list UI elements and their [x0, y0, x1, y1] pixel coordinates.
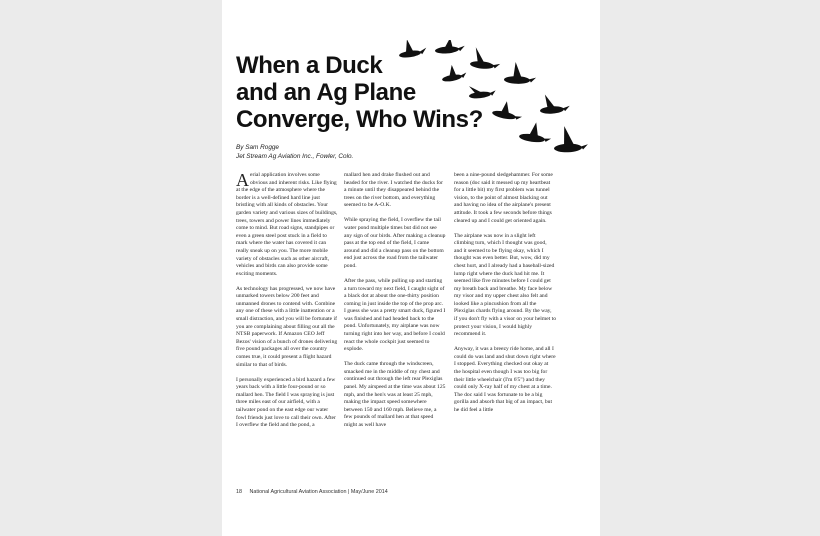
page-number: 18	[236, 489, 242, 495]
paragraph: As technology has progressed, we now have unmarked towers below 200 feet and unmanned drones to contend with. Combine any one of these with a little inattention or a small distraction, and you will be fortunate if you are complaining about filling out all the NTSB paperwork. If Amazon CEO Jeff Bezos' vision of a bunch of drones delivering five pound packages all over the country comes true, it could present a flight hazard similar to that of birds.	[236, 285, 338, 368]
duck-silhouette	[492, 99, 525, 122]
paragraph: After the pass, while pulling up and starting a turn toward my next field, I caught sight of a black dot at about the one-thirty position coming in just inside the top of the prop arc. I guess she was a pretty smart duck, figured I was finished and had headed back to the pond. Unfortunately, my airplane was now turning right into her way, and before I could react the whole cockpit just seemed to explode.	[344, 277, 446, 353]
author-affiliation: Jet Stream Ag Aviation Inc., Fowler, Colo.	[236, 153, 354, 160]
paragraph: Aerial application involves some obvious and inherent risks. Like flying at the edge of the atmosphere where the border is a well-defined hard line just bristling with all kinds of obstacles. Your garden variety and various sizes of buildings, trees, towers and power lines immediately come to mind. But road signs, standpipes or even a green steel post stuck in a field to mark where the water has covered it can really sneak up on you. The more mobile variety of obstacles such as other aircraft, vehicles and birds can also provide some exciting moments.	[236, 170, 338, 277]
duck-silhouette	[440, 63, 467, 83]
page-footer	[236, 489, 388, 495]
duck-silhouette	[504, 62, 537, 85]
magazine-page	[222, 0, 600, 536]
duck-silhouette	[519, 120, 553, 144]
title-line-1: When a Duck	[236, 52, 383, 79]
paragraph: I personally experienced a bird hazard a few years back with a little four-pound or so mallard hen. The field I was spraying is just three miles east of our airfield, with a tailwater pond on the east edge our water fowl friends just love to call their own. After I overflew the field and the pond, a	[236, 376, 336, 429]
duck-silhouette	[470, 47, 502, 71]
paragraph: mallard hen and drake flushed out and headed for the river. I watched the ducks for a minute until they disappeared behind the trees on the river bottom, and everything seemed to be A-O.K.	[344, 172, 443, 209]
duck-silhouette	[434, 40, 465, 54]
duck-silhouette	[397, 40, 427, 59]
paragraph: Anyway, it was a breezy ride home, and all I could do was land and shut down right where I stopped. Everything checked out okay at the hospital even though I was too big for their little wheelchair (I'm 6'5") and they could only X-ray half of my chest at a time. The doc said I was fortunate to be a big gorilla and absorb that big of an impact, but he did feel a little	[454, 346, 556, 413]
title-line-2: and an Ag Plane	[236, 79, 416, 106]
title-line-3: Converge, Who Wins?	[236, 106, 483, 133]
publication-credit: National Agricultural Aviation Association | May/June 2014	[249, 489, 388, 495]
duck-silhouette	[468, 83, 496, 99]
drop-cap: A	[236, 170, 249, 190]
byline	[236, 143, 353, 161]
duck-silhouette	[553, 125, 588, 152]
paragraph: The duck came through the windscreen, smacked me in the middle of my chest and continued out through the left rear Plexiglas panel. My airspeed at the time was about 125 mph, and the hen's was at least 25 mph, making the impact speed somewhere between 150 and 160 mph. Believe me, a few pounds of mallard hen at that speed might as well have	[344, 361, 446, 428]
paragraph: been a nine-pound sledgehammer. For some reason (doc said it messed up my heartbeat for a little bit) my first problem was tunnel vision, to the point of almost blacking out and having no idea of the airplane's present attitude. It took a few seconds before things cleared up and I could get oriented again.	[454, 172, 553, 224]
paragraph: While spraying the field, I overflew the tail water pond multiple times but did not see any sign of our birds. After making a cleanup pass at the top end of the field, I came around and did a cleanup pass on the bottom end just across the road from the tailwater pond.	[344, 217, 446, 269]
duck-silhouette	[539, 93, 570, 115]
paragraph: The airplane was now in a slight left climbing turn, which I thought was good, and it seemed to be flying okay, which I thought was even better. But, wow, did my chest hurt, and I already had a baseball-sized lump right where the duck had hit me. It seemed like five minutes before I could get my breath back and breathe. My face below my visor and my upper chest also felt and looked like a pincushion from all the Plexiglas chards flying around. By the way, if you don't fly with a visor on your helmet to protect your vision, I would highly recommend it.	[454, 232, 556, 338]
flying-ducks-illustration	[382, 40, 592, 165]
article-column-3	[454, 172, 556, 422]
article-column-1	[236, 172, 338, 437]
article-column-2	[344, 172, 446, 437]
author-name: By Sam Rogge	[236, 144, 279, 151]
